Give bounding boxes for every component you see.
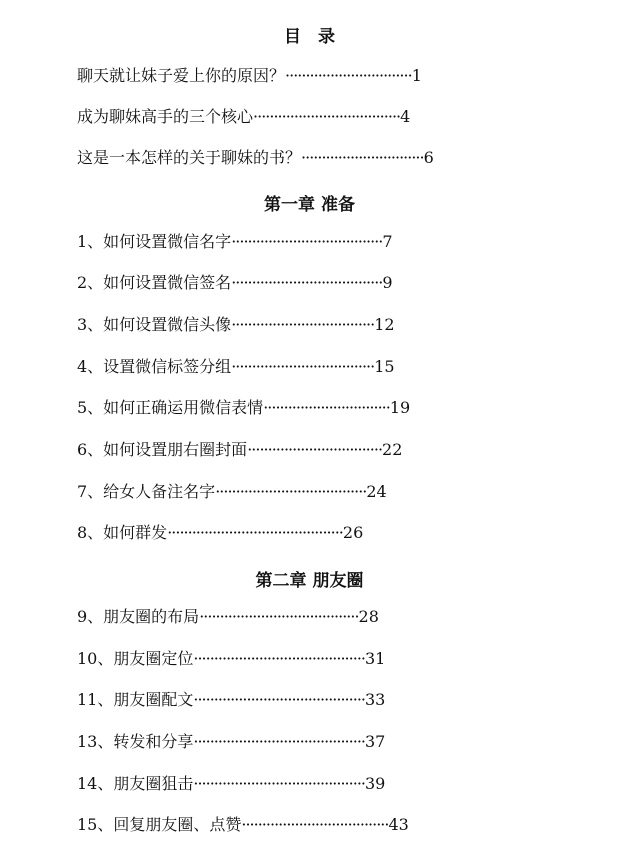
entry-text: 成为聊妹高手的三个核心 [77, 107, 254, 126]
leader-dots: ······································· [199, 607, 359, 626]
toc-entry[interactable] [77, 273, 393, 293]
page-number: 6 [423, 148, 434, 167]
toc-entry[interactable] [77, 690, 385, 710]
leader-dots: ··········································· [167, 523, 343, 542]
toc-entry[interactable] [77, 440, 402, 460]
page-number: 28 [358, 607, 379, 626]
page-number: 19 [389, 398, 411, 417]
page-number: 4 [400, 107, 411, 126]
entry-text: 9、朋友圈的布局 [77, 607, 200, 626]
entry-text: 11、朋友圈配文 [77, 690, 194, 709]
page-number: 24 [366, 482, 387, 501]
entry-text: 15、回复朋友圈、点赞 [77, 815, 242, 834]
page-number: 9 [382, 273, 393, 292]
leader-dots: ···································· [253, 107, 401, 126]
toc-entry[interactable] [77, 315, 395, 335]
entry-text: 1、如何设置微信名字 [77, 232, 232, 251]
leader-dots: ····································· [231, 232, 383, 251]
toc-entry[interactable] [77, 774, 385, 794]
page-number: 39 [364, 774, 386, 793]
leader-dots: ································· [247, 440, 383, 459]
leader-dots: ····································· [231, 273, 383, 292]
entry-text: 3、如何设置微信头像 [77, 315, 232, 334]
toc-entry[interactable] [77, 732, 385, 752]
leader-dots: ······························· [285, 66, 412, 85]
toc-entry-intro[interactable] [77, 148, 434, 168]
page-number: 26 [342, 523, 364, 542]
page-number: 12 [374, 315, 395, 334]
page-number: 22 [382, 440, 403, 459]
page-number: 15 [374, 357, 395, 376]
leader-dots: ··································· [231, 315, 375, 334]
leader-dots: ··································· [231, 357, 375, 376]
leader-dots: ···································· [241, 815, 389, 834]
entry-text: 聊天就让妹子爱上你的原因？ [77, 66, 286, 85]
page-number: 33 [364, 690, 386, 709]
toc-entry[interactable] [77, 398, 410, 418]
entry-text: 8、如何群发 [77, 523, 168, 542]
chapter-title: 第一章 准备 [264, 195, 355, 215]
page-number: 31 [364, 649, 386, 668]
leader-dots: ·········································· [193, 649, 365, 668]
toc-entry[interactable] [77, 232, 393, 252]
toc-entry[interactable] [77, 357, 395, 377]
leader-dots: ·········································· [193, 732, 365, 751]
toc-entry[interactable] [77, 607, 379, 627]
toc-entry-intro[interactable] [77, 66, 422, 86]
entry-text: 2、如何设置微信签名 [77, 273, 232, 292]
entry-text: 5、如何正确运用微信表情 [77, 398, 264, 417]
entry-text: 14、朋友圈狙击 [77, 774, 194, 793]
leader-dots: ·········································· [193, 774, 365, 793]
entry-text: 4、设置微信标签分组 [77, 357, 232, 376]
entry-text: 7、给女人备注名字 [77, 482, 216, 501]
leader-dots: ····································· [215, 482, 367, 501]
toc-entry-intro[interactable] [77, 107, 410, 127]
toc-entry[interactable] [77, 482, 387, 502]
leader-dots: ······························· [263, 398, 390, 417]
page-number: 37 [364, 732, 386, 751]
page-number: 43 [388, 815, 409, 834]
entry-text: 13、转发和分享 [77, 732, 194, 751]
toc-entry[interactable] [77, 815, 409, 835]
toc-entry[interactable] [77, 523, 363, 543]
entry-text: 10、朋友圈定位 [77, 649, 194, 668]
entry-text: 6、如何设置朋右圈封面 [77, 440, 248, 459]
leader-dots: ······························ [301, 148, 424, 167]
chapter-title: 第二章 朋友圈 [255, 571, 364, 591]
toc-title: 目 录 [284, 27, 335, 47]
page-number: 7 [382, 232, 393, 251]
page-number: 1 [411, 66, 422, 85]
entry-text: 这是一本怎样的关于聊妹的书？ [77, 148, 302, 167]
leader-dots: ·········································· [193, 690, 365, 709]
toc-entry[interactable] [77, 649, 385, 669]
